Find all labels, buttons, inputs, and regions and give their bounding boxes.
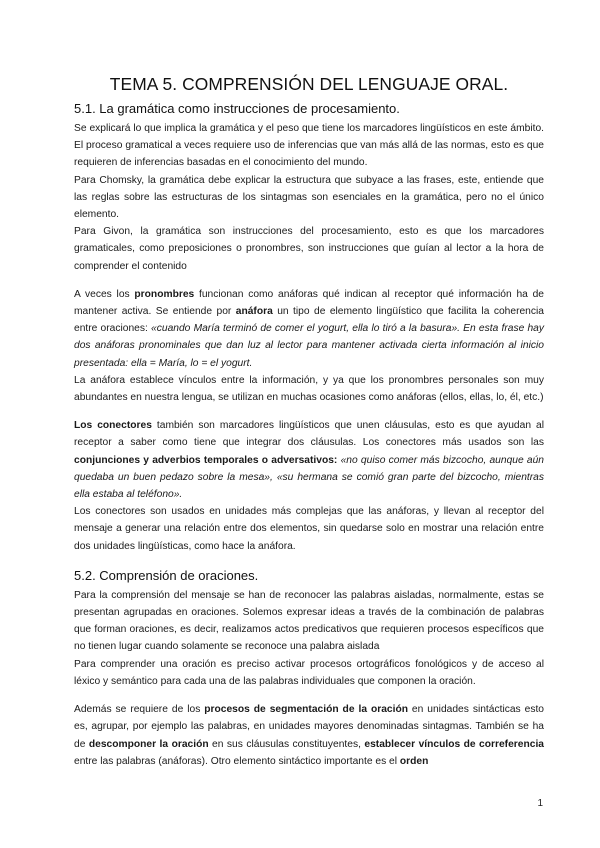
section-heading-5-1: 5.1. La gramática como instrucciones de procesamiento.	[74, 101, 400, 116]
text-run: funcionan como anáforas qué indican al receptor qué información ha de mantener activa. Se entiende por	[74, 288, 544, 318]
bold-term-conectores: Los conectores	[74, 420, 152, 432]
text-run: también son marcadores lingüísticos que unen cláusulas, esto es que ayudan al receptor a saber como tiene que integrar dos cláusulas. Los conectores más usados son las	[74, 420, 544, 449]
bold-term-pronombres: pronombres	[134, 288, 195, 300]
text-run: A veces los	[74, 288, 135, 300]
paragraph-anaphora	[74, 286, 544, 372]
text-run: en unidades sintácticas esto es, agrupar, por ejemplo las palabras, en unidades mayores denominadas sintagmas. También se ha de	[74, 704, 544, 750]
paragraph: Los conectores son usados en unidades más complejas que las anáforas, y llevan al receptor del mensaje a generar una relación entre dos elementos, sin quedarse solo en mostrar una relación entre dos unidades lingüísticas, como hace la anáfora.	[74, 506, 544, 552]
paragraph: Se explicará lo que implica la gramática y el peso que tiene los marcadores lingüísticos en este ámbito. El proceso gramatical a veces requiere uso de inferencias que van más allá de las normas, esto es que requieren de inferencias basadas en el conocimiento del mundo.	[74, 123, 544, 169]
bold-term-segmentacion: procesos de segmentación de la oración	[204, 704, 408, 716]
paragraph: Para Givon, la gramática son instrucciones del procesamiento, esto es que los marcadores gramaticales, como preposiciones o pronombres, son instrucciones que guían al lector a la hora de comprender el contenido	[74, 226, 544, 272]
bold-term-anafora: anáfora	[235, 306, 273, 318]
italic-example: «no quiso comer más bizcocho, aunque aún quedaba un buen pedazo sobre la mesa», «su hermana se comió gran parte del bizcocho, mientras ella estaba al teléfono».	[74, 454, 544, 501]
page-title: TEMA 5. COMPRENSIÓN DEL LENGUAJE ORAL.	[109, 74, 509, 94]
page-number: 1	[537, 798, 543, 809]
paragraph: Para comprender una oración es preciso activar procesos ortográficos fonológicos y de acceso al léxico y semántico para cada una de las palabras individuales que componen la oración.	[74, 658, 544, 687]
bold-term-conjunciones: conjunciones y adverbios temporales o adversativos:	[74, 454, 338, 466]
bold-term-orden: orden	[399, 755, 429, 767]
italic-example: «cuando María terminó de comer el yogurt, ella lo tiró a la basura». En esta frase hay dos anáforas pronominales que dan luz al lector para mantener activada cierta información al inicio presentada: ella = María, lo = el yogurt.	[74, 323, 544, 369]
section-heading-5-2: 5.2. Comprensión de oraciones.	[74, 567, 259, 583]
paragraph: Para Chomsky, la gramática debe explicar la estructura que subyace a las frases, este, entiende que las reglas sobre las estructuras de los sintagmas son esenciales en la gramática, pero no el único elemento.	[74, 174, 544, 221]
paragraph: Para la comprensión del mensaje se han de reconocer las palabras aisladas, normalmente, estas se presentan agrupadas en oraciones. Solemos expresar ideas a través de la combinación de palabras que forman oraciones, es decir, realizamos actos predicativos que requieren procesos específicos que no tienen lugar cuando solamente se reconoce una palabra aislada	[74, 589, 544, 653]
text-run: un tipo de elemento lingüístico que facilita la coherencia entre oraciones:	[74, 306, 544, 335]
bold-term-correferencia: establecer vínculos de correferencia	[364, 738, 544, 750]
paragraph-segmentation	[74, 701, 544, 770]
paragraph-connectors	[74, 417, 544, 503]
paragraph: La anáfora establece vínculos entre la información, y ya que los pronombres personales son muy abundantes en nuestra lengua, se utilizan en muchas ocasiones como anáforas (ellos, ellas, lo, él, etc.)	[74, 374, 544, 404]
text-run: en sus cláusulas constituyentes,	[208, 738, 365, 750]
text-run: Además se requiere de los	[74, 704, 205, 716]
text-run: entre las palabras (anáforas). Otro elemento sintáctico importante es el	[74, 755, 400, 767]
bold-term-descomponer: descomponer la oración	[88, 738, 209, 750]
